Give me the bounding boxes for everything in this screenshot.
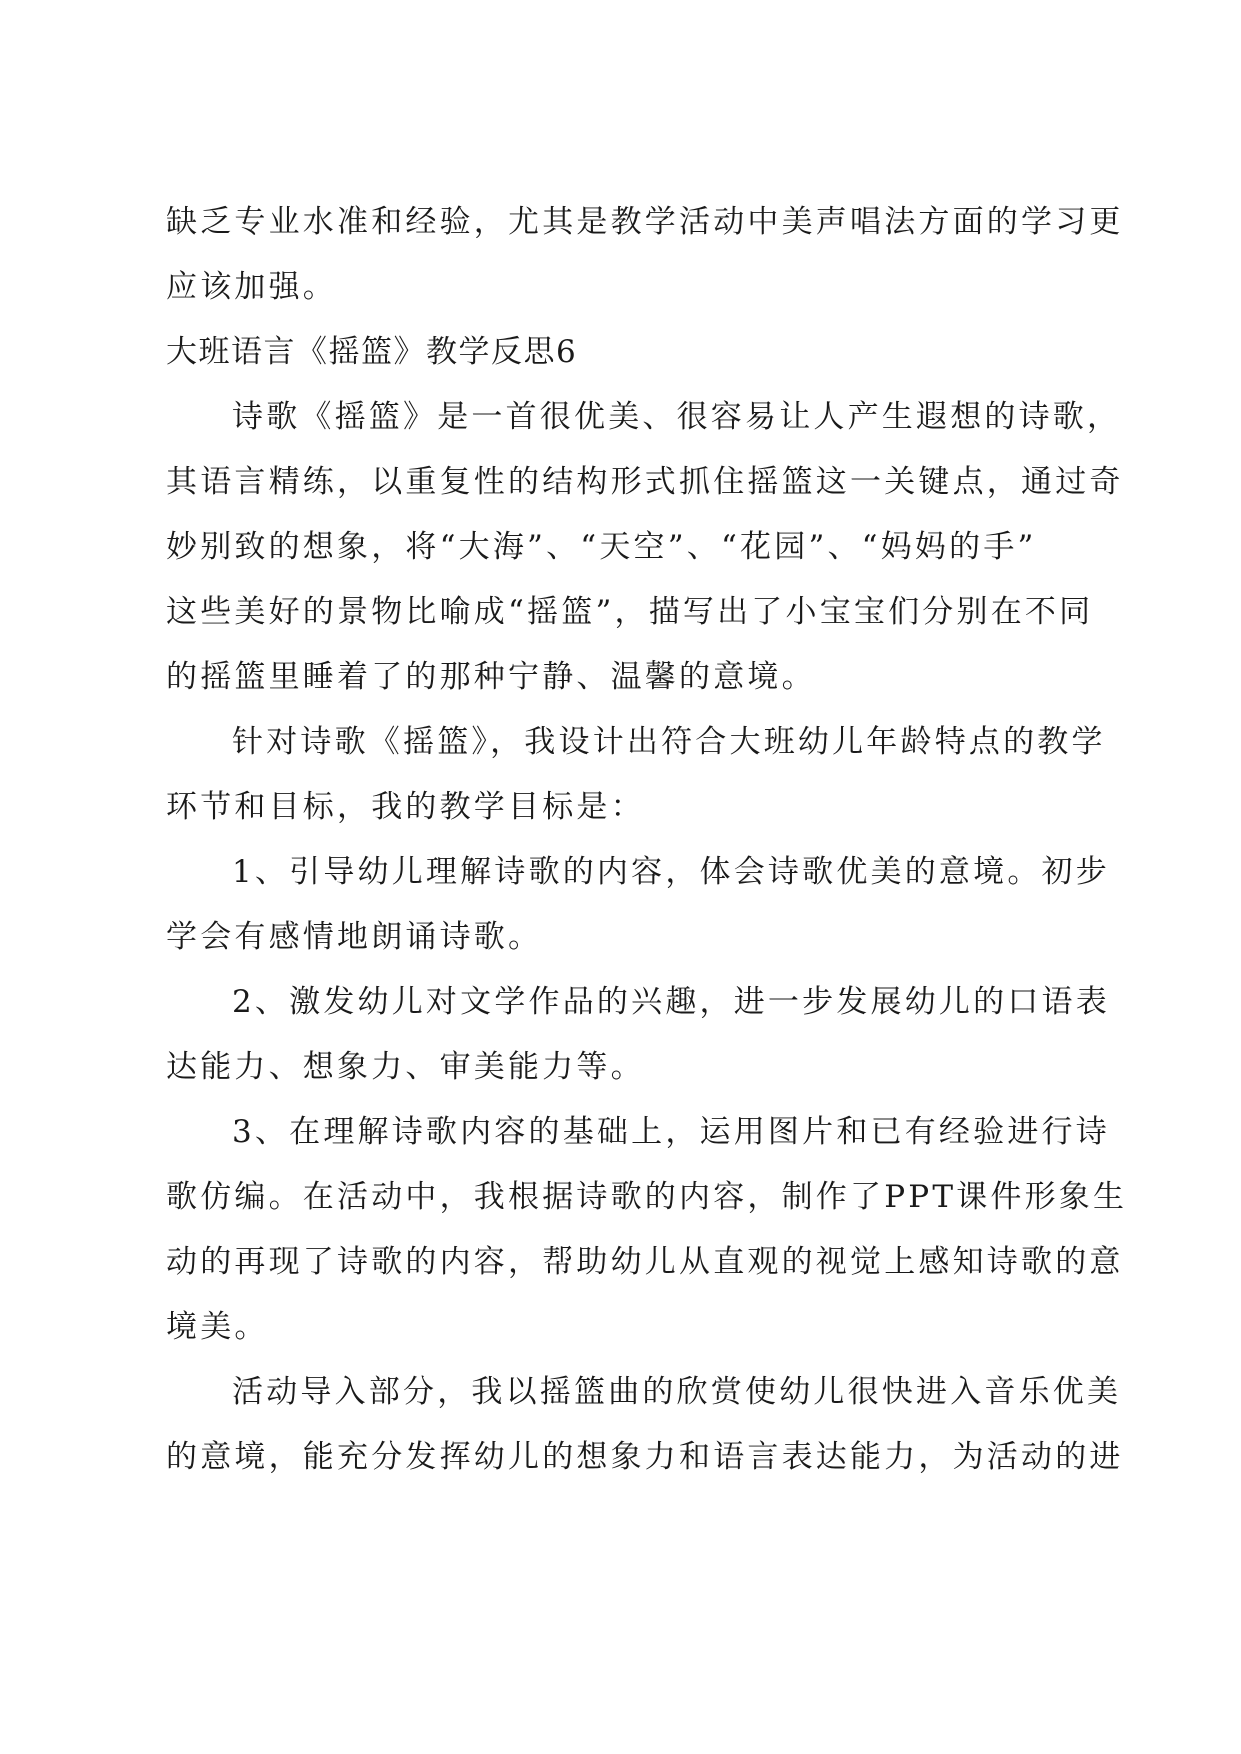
paragraph-first-line: 活动导入部分，我以摇篮曲的欣赏使幼儿很快进入音乐优美 [232,1374,1122,1410]
paragraph-first-line: 1、引导幼儿理解诗歌的内容，体会诗歌优美的意境。初步 [232,854,1110,890]
text-line: 的摇篮里睡着了的那种宁静、温馨的意境。 [166,659,816,695]
section-heading: 大班语言《摇篮》教学反思6 [166,334,578,370]
paragraph-first-line: 2、激发幼儿对文学作品的兴趣，进一步发展幼儿的口语表 [232,984,1110,1020]
document-page [166,190,1128,1490]
text-line: 其语言精练，以重复性的结构形式抓住摇篮这一关键点，通过奇 [166,464,1124,500]
text-line: 境美。 [166,1309,269,1345]
text-line: 动的再现了诗歌的内容，帮助幼儿从直观的视觉上感知诗歌的意 [166,1244,1124,1280]
text-line: 缺乏专业水准和经验，尤其是教学活动中美声唱法方面的学习更 [166,204,1124,240]
text-line: 环节和目标，我的教学目标是： [166,789,645,825]
text-line: 达能力、想象力、审美能力等。 [166,1049,645,1085]
text-line: 学会有感情地朗诵诗歌。 [166,919,543,955]
paragraph-first-line: 诗歌《摇篮》是一首很优美、很容易让人产生遐想的诗歌， [232,399,1122,435]
text-line: 歌仿编。在活动中，我根据诗歌的内容，制作了PPT课件形象生 [166,1179,1128,1215]
text-line: 这些美好的景物比喻成“摇篮”，描写出了小宝宝们分别在不同 [166,594,1094,630]
text-line: 的意境，能充分发挥幼儿的想象力和语言表达能力，为活动的进 [166,1439,1124,1475]
text-line: 应该加强。 [166,269,337,305]
paragraph-first-line: 针对诗歌《摇篮》，我设计出符合大班幼儿年龄特点的教学 [232,724,1106,760]
text-line: 妙别致的想象，将“大海”、“天空”、“花园”、“妈妈的手” [166,529,1037,565]
paragraph-first-line: 3、在理解诗歌内容的基础上，运用图片和已有经验进行诗 [232,1114,1110,1150]
